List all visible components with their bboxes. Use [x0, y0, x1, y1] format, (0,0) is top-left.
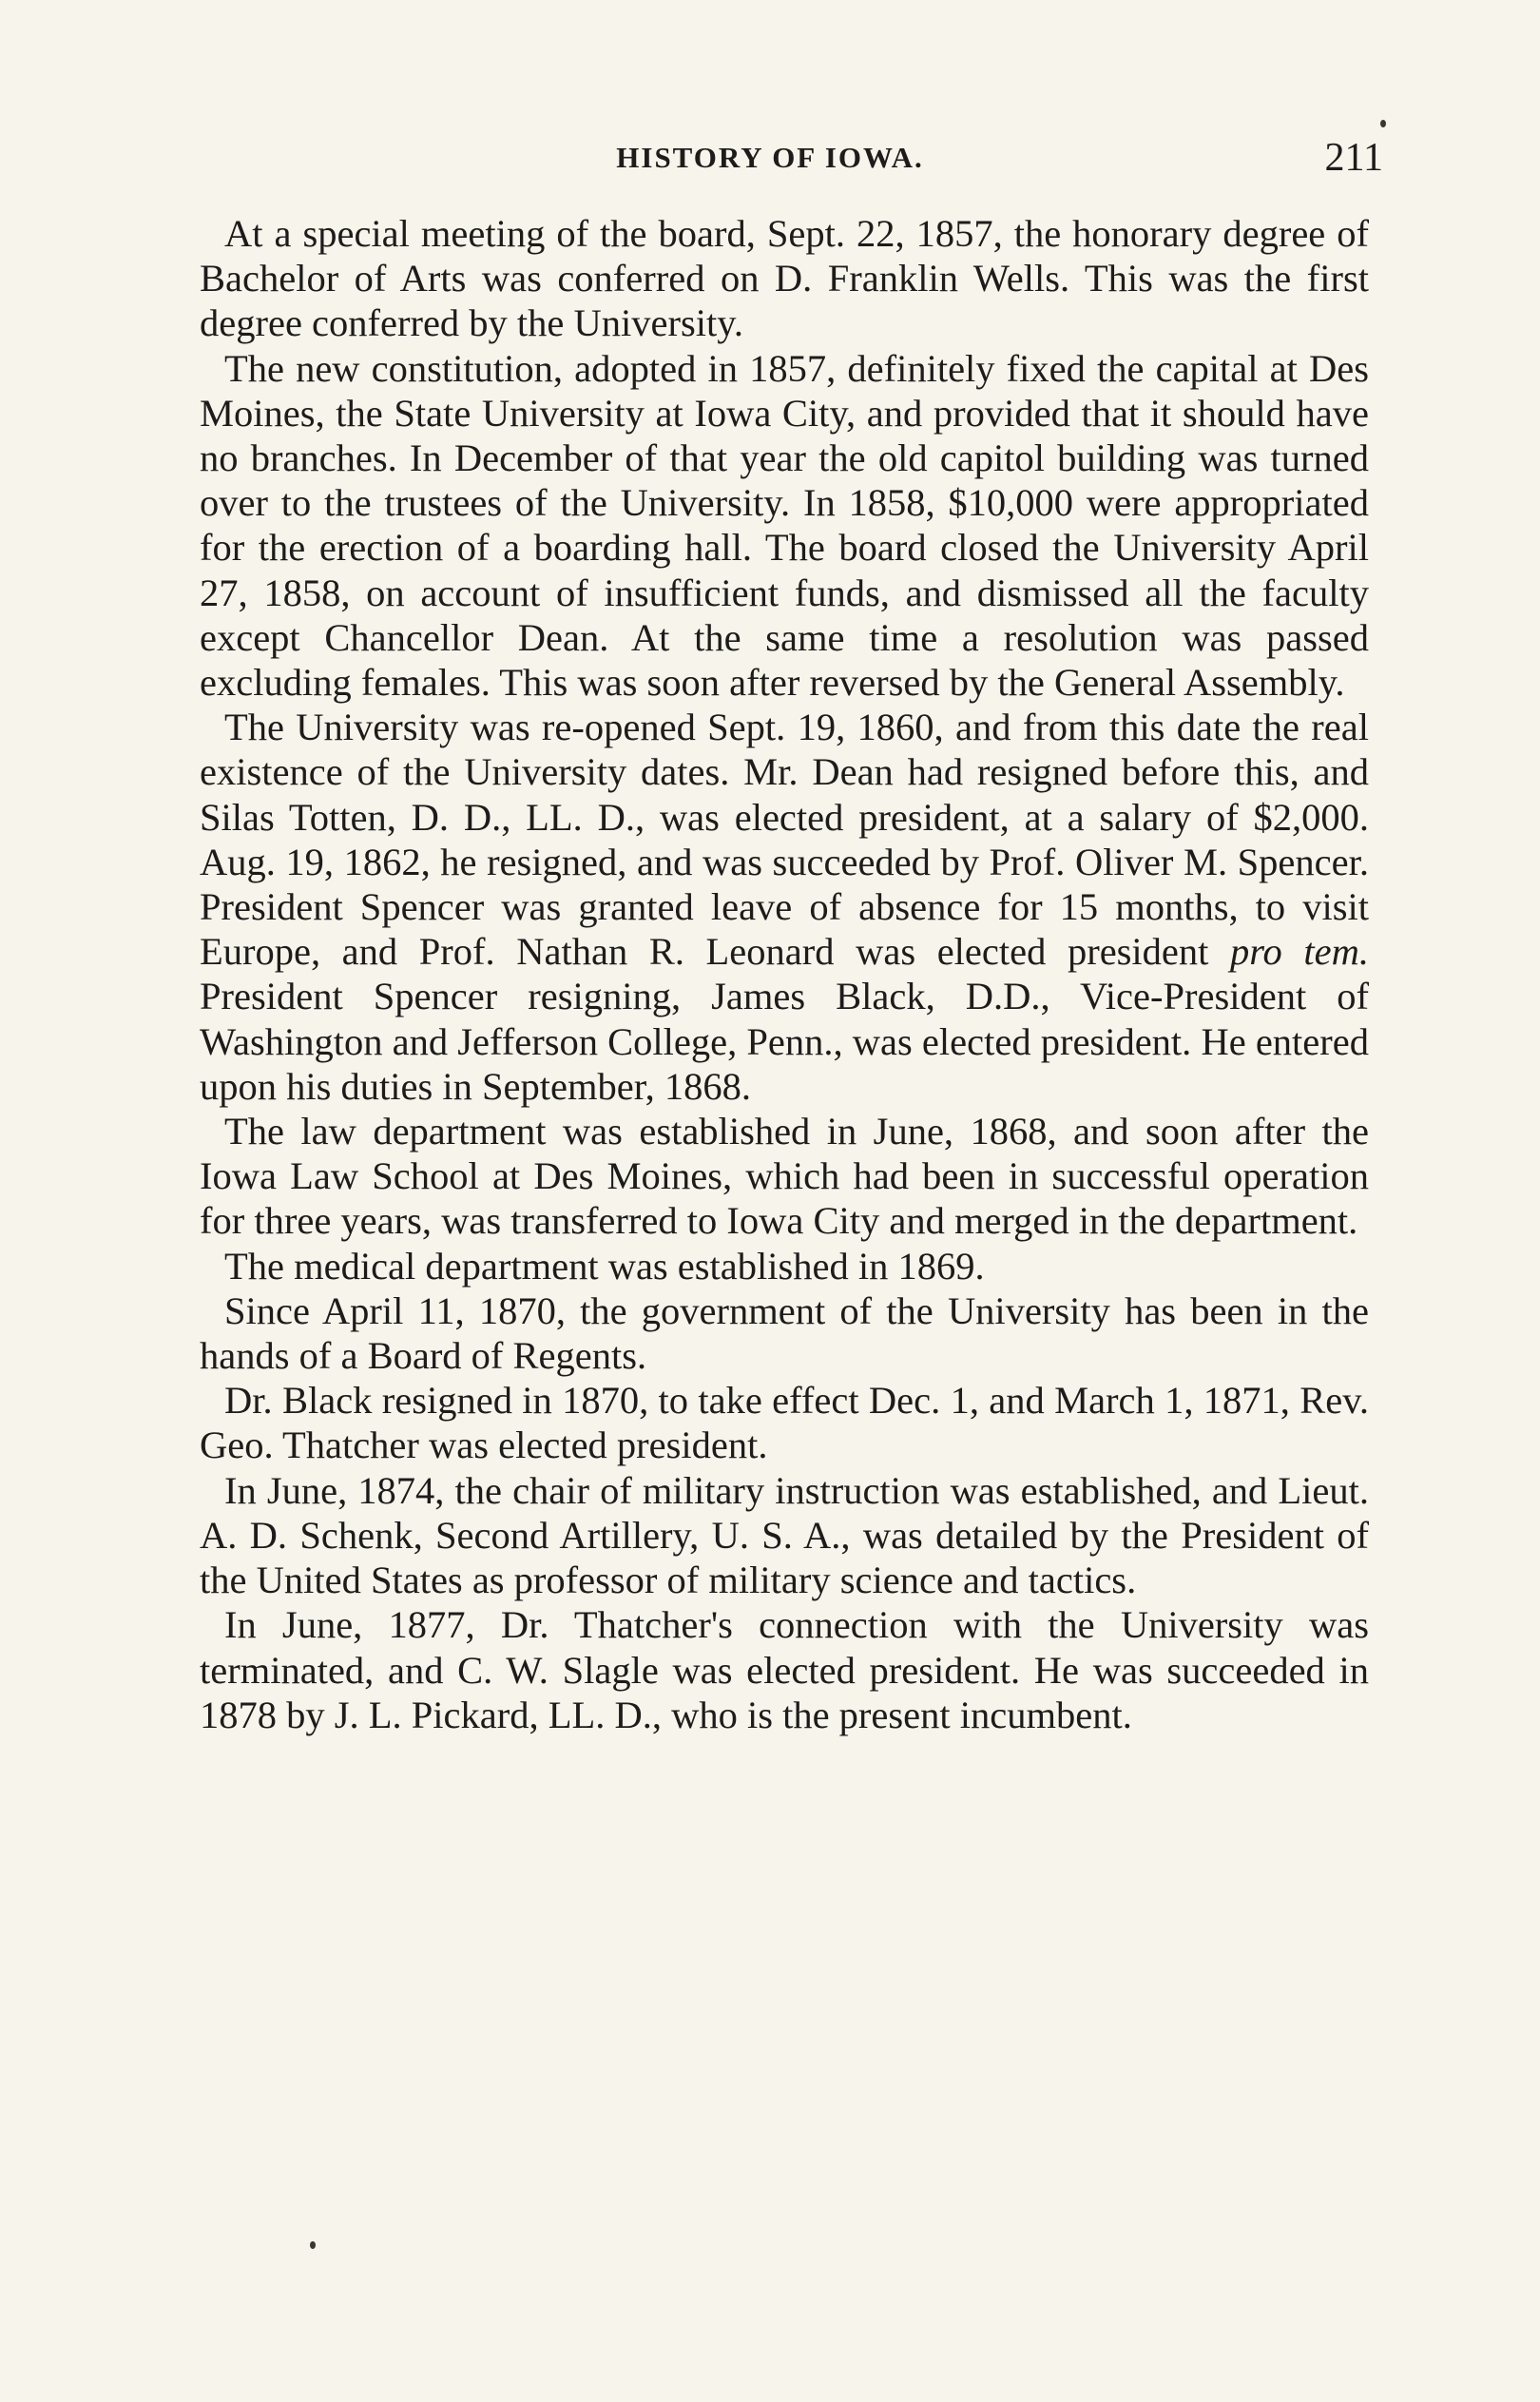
paragraph-text: The University was re-opened Sept. 19, 1860, and from this date the real existence of the University dates. Mr. Dean had resigned before this, and Silas Totten, D. D., LL. D., was elected president, at a salary of $2,000. Aug. 19, 1862, he resigned, and was succeeded by Prof. Oliver M. Spencer. President Spencer was granted leave of absence for 15 months, to visit Europe, and Prof. Nathan R. Leonard was elected president: [200, 706, 1369, 974]
paragraph-military-instruction: In June, 1874, the chair of military instruction was established, and Lieut. A. D. Schenk, Second Artillery, U. S. A., was detailed by the President of the United States as professor of military science and tactics.: [200, 1468, 1369, 1602]
running-title: HISTORY OF IOWA.: [616, 141, 924, 174]
italic-phrase: pro tem.: [1230, 930, 1369, 974]
page-number: 211: [1324, 136, 1383, 180]
paragraph-honorary-degree: At a special meeting of the board, Sept. 22, 1857, the honorary degree of Bachelor of Arts was conferred on D. Franklin Wells. This was the first degree conferred by the University.: [200, 212, 1369, 345]
paragraph-medical-department: The medical department was established in 1869.: [224, 1244, 985, 1288]
paragraph-law-department: The law department was established in June, 1868, and soon after the Iowa Law School at Des Moines, which had been in successful operation for three years, was transferred to Iowa City and merged in the department.: [200, 1110, 1369, 1243]
running-head: [0, 136, 1540, 188]
paragraph-thatcher-connection: In June, 1877, Dr. Thatcher's connection with the University was terminated, and C. W. Slagle was elected president. He was succeeded in 1878 by J. L. Pickard, LL. D., who is the present incumbent.: [200, 1603, 1369, 1736]
paragraph-new-constitution: The new constitution, adopted in 1857, definitely fixed the capital at Des Moines, the State University at Iowa City, and provided that it should have no branches. In December of that year the old capitol building was turned over to the trustees of the University. In 1858, $10,000 were appropriated for the erection of a boarding hall. The board closed the University April 27, 1858, on account of insufficient funds, and dismissed all the faculty except Chancellor Dean. At the same time a resolution was passed excluding females. This was soon after reversed by the General Assembly.: [200, 346, 1369, 705]
body-text: [200, 211, 1369, 1737]
ink-speck: [1380, 120, 1386, 127]
ink-speck: [310, 2241, 316, 2249]
paragraph-black-resigned: Dr. Black resigned in 1870, to take effect Dec. 1, and March 1, 1871, Rev. Geo. Thatcher was elected president.: [200, 1379, 1369, 1467]
paragraph-university-reopened: [200, 705, 1369, 1109]
paragraph-text-continued: President Spencer resigning, James Black, D.D., Vice-President of Washington and Jefferson College, Penn., was elected president. He entered upon his duties in September, 1868.: [200, 975, 1369, 1108]
paragraph-board-of-regents: Since April 11, 1870, the government of the University has been in the hands of a Board of Regents.: [200, 1288, 1369, 1378]
